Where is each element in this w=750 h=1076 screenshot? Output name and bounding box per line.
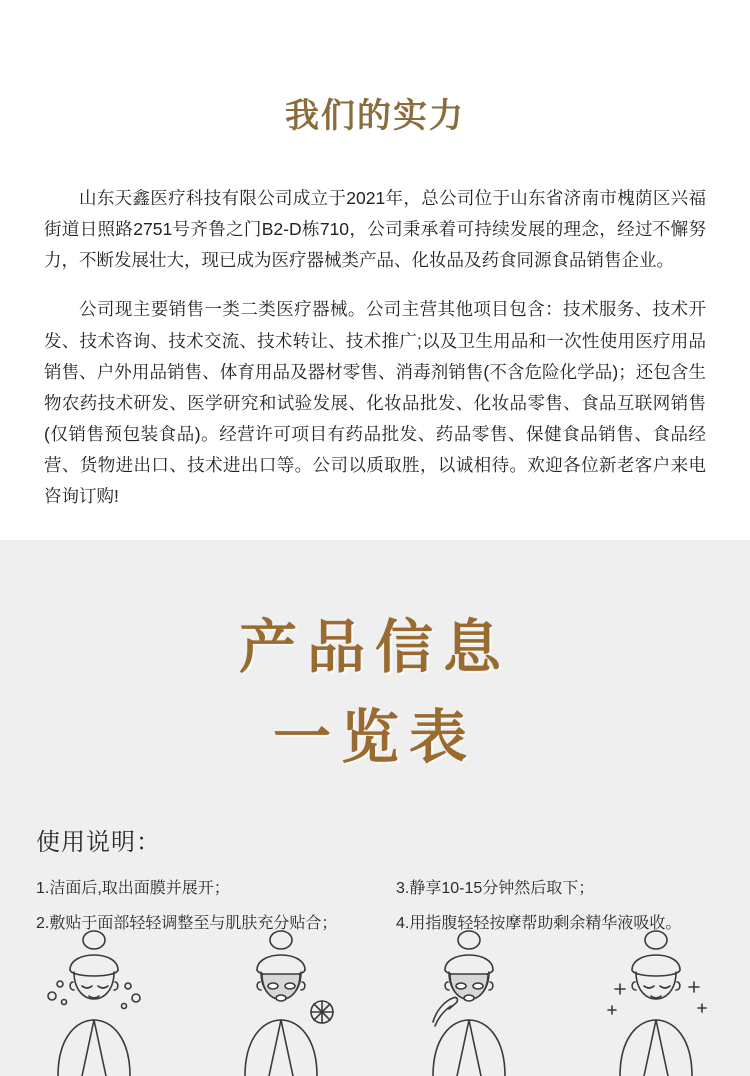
product-info-title-line2: 一览表	[272, 705, 477, 770]
usage-illustrations	[0, 926, 750, 1076]
product-info-title	[0, 540, 750, 774]
company-paragraph-1: 山东天鑫医疗科技有限公司成立于2021年，总公司位于山东省济南市槐荫区兴福街道日照路2751号齐鲁之门B2-D栋710，公司秉承着可持续发展的理念，经过不懈努力，不断发展壮大，现已成为医疗器械类产品、化妆品及药食同源食品销售企业。	[44, 188, 706, 271]
product-info-section	[0, 540, 750, 1076]
mask-resting-icon	[389, 926, 549, 1076]
company-paragraph-2: 公司现主要销售一类二类医疗器械。公司主营其他项目包含：技术服务、技术开发、技术咨询、技术交流、技术转让、技术推广;以及卫生用品和一次性使用医疗用品销售、户外用品销售、体育用品及器材零售、消毒剂销售(不含危险化学品)；还包含生物农药技术研发、医学研究和试验发展、化妆品批发、化妆品零售、食品互联网销售(仅销售预包装食品)。经营许可项目有药品批发、药品零售、保健食品销售、食品经营、货物进出口、技术进出口等。公司以质取胜，以诚相待。欢迎各位新老客户来电咨询订购!	[44, 299, 706, 507]
usage-step-2: 2.敷贴于面部轻轻调整至与肌肤充分贴合；	[36, 915, 338, 932]
usage-step-3: 3.静享10-15分钟然后取下；	[396, 880, 595, 897]
product-info-title-line1: 产品信息	[238, 615, 511, 680]
usage-step-1: 1.洁面后,取出面膜并展开；	[36, 880, 230, 897]
mask-applying-icon	[201, 926, 361, 1076]
usage-steps-list	[0, 857, 750, 933]
usage-instructions-heading: 使用说明：	[36, 829, 161, 856]
page-title: 我们的实力	[285, 97, 465, 135]
face-washing-icon	[14, 926, 174, 1076]
company-description	[0, 137, 750, 512]
massage-absorb-icon	[576, 926, 736, 1076]
usage-step-4: 4.用指腹轻轻按摩帮助剩余精华液吸收。	[396, 915, 682, 932]
